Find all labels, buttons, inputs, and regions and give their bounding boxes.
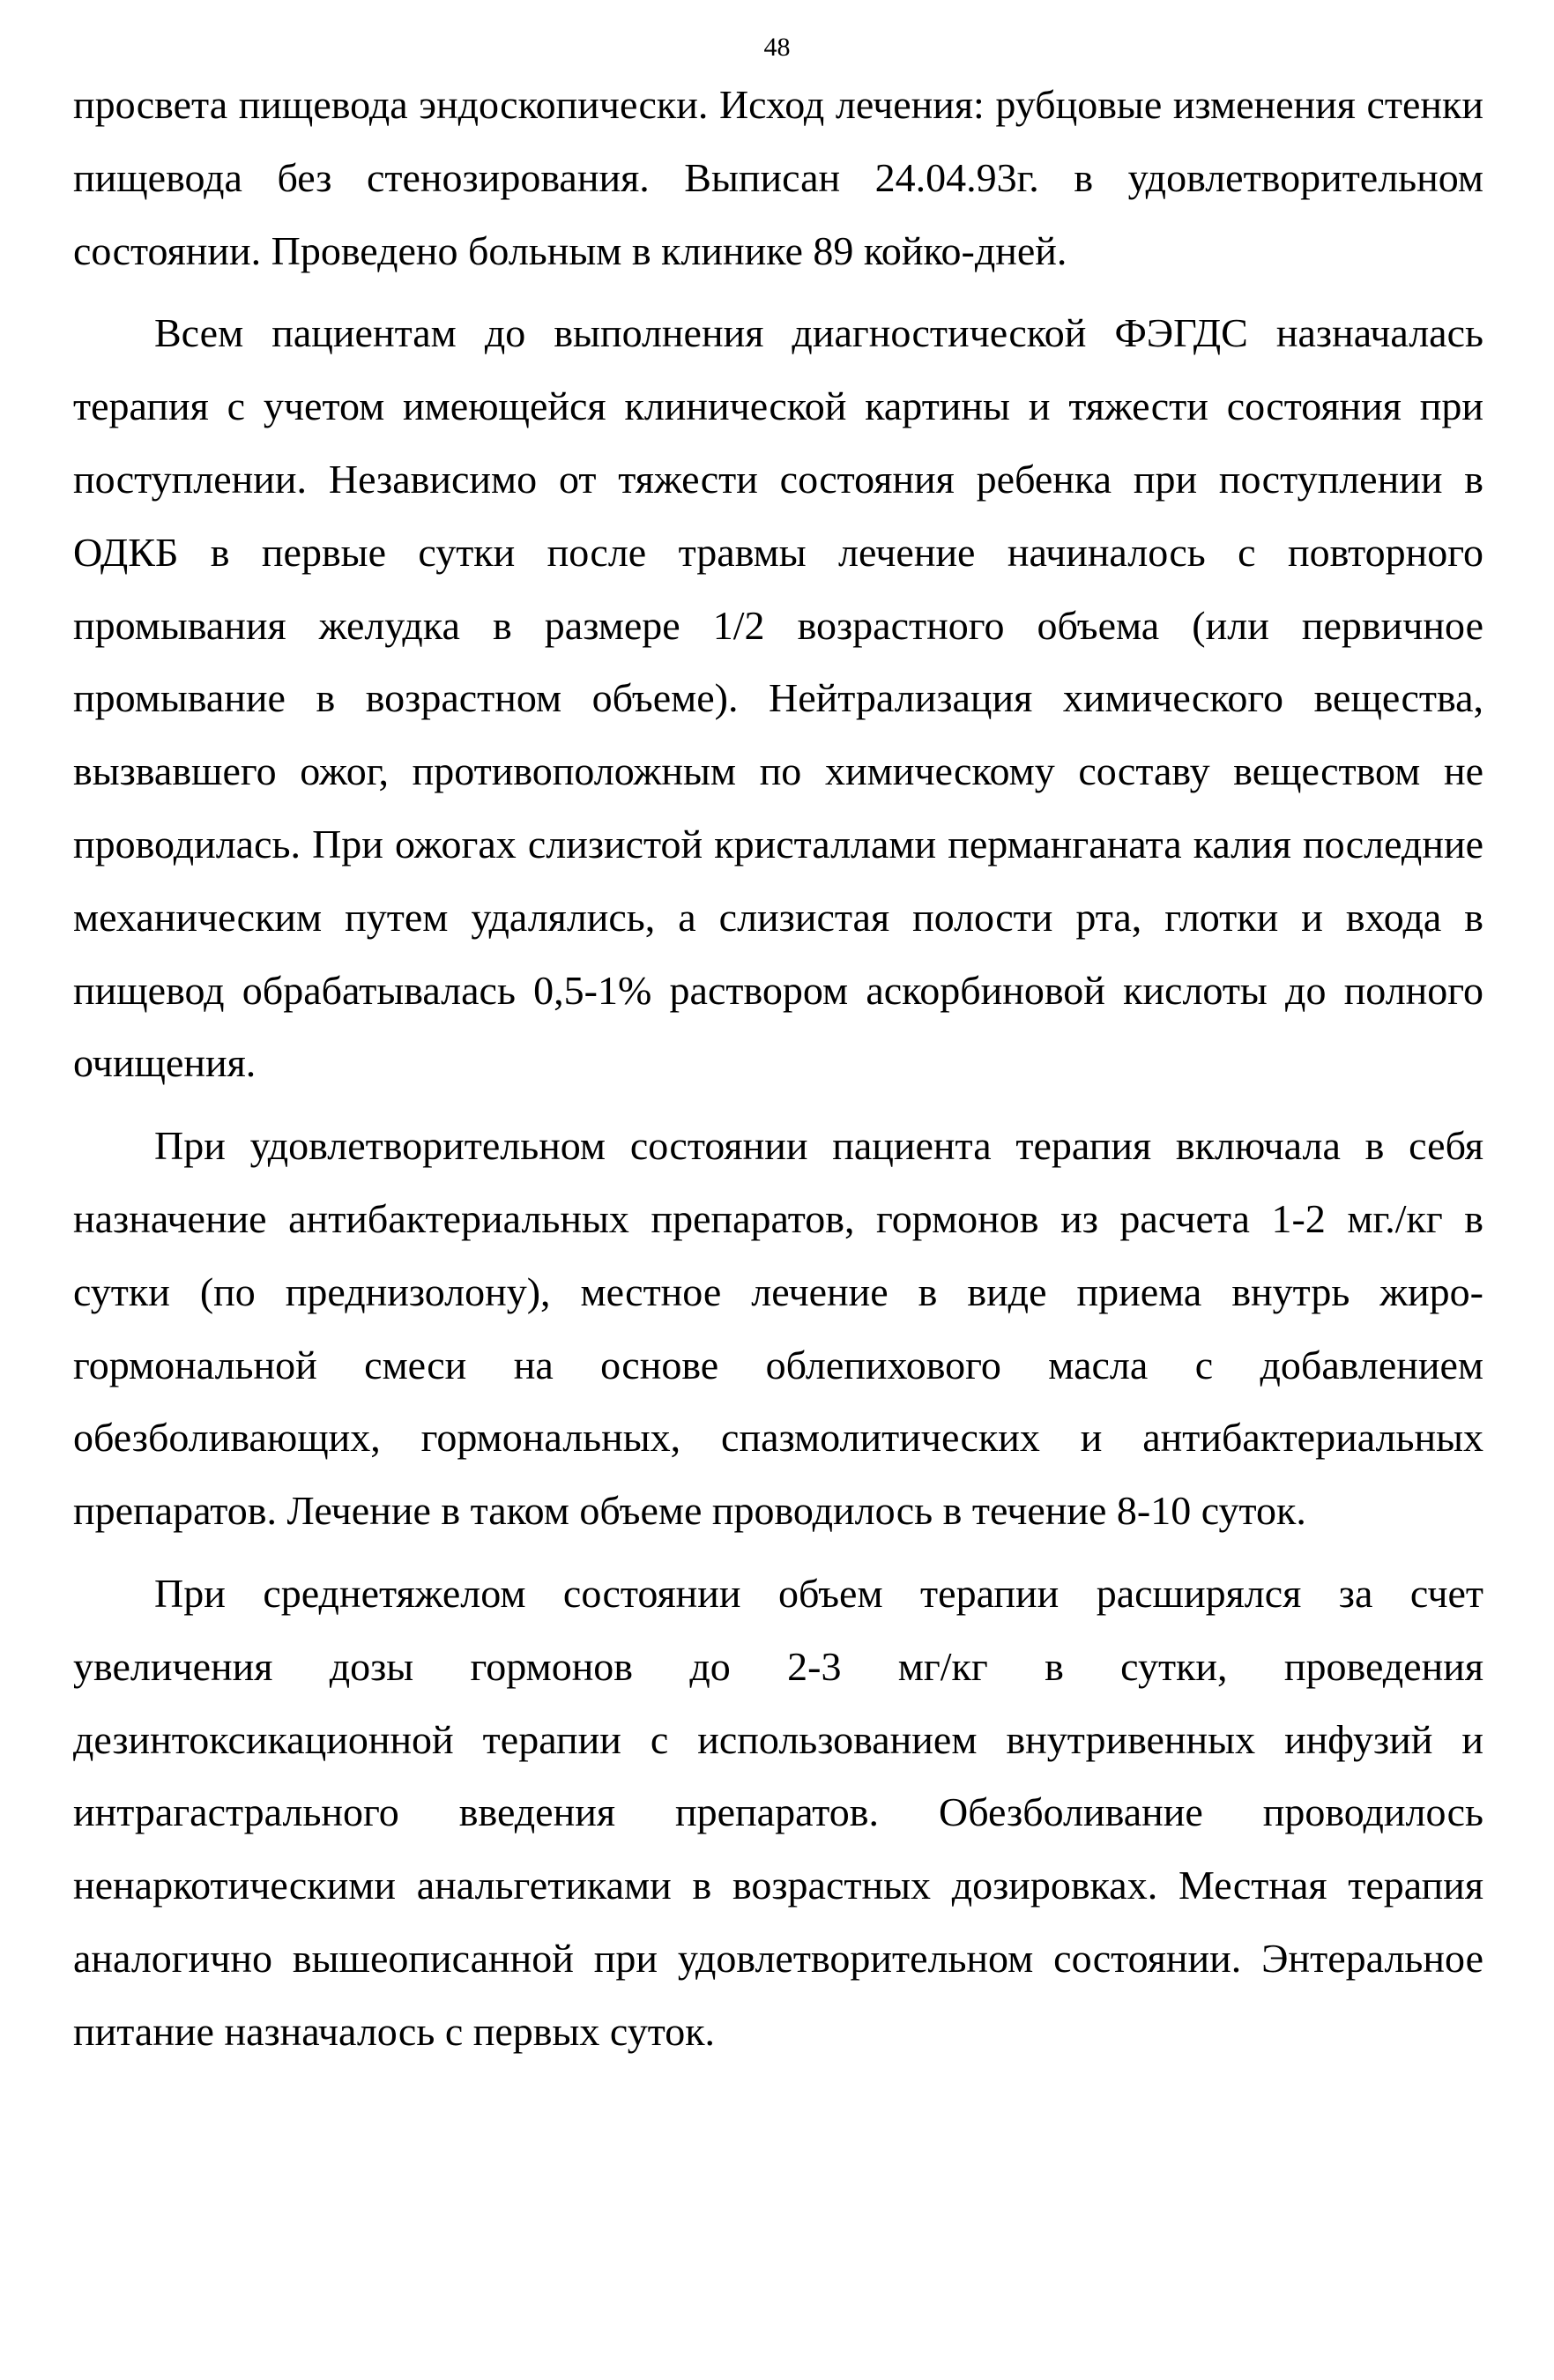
paragraph-moderate-condition: При среднетяжелом состоянии объем терапии расширялся за счет увеличения дозы гормонов до 2-3 мг/кг в сутки, проведения дезинтоксикационной терапии с использованием внутривенных инфузий и интрагастрального введения препаратов. Обезболивание проводилось ненаркотическими анальгетиками в возрастных дозировках. Местная терапия аналогично вышеописанной при удовлетворительном состоянии. Энтеральное питание назначалось с первых суток.: [73, 1570, 1483, 2054]
body-text: [73, 69, 1483, 2079]
page-number: 48: [763, 33, 791, 62]
paragraph-continuation: просвета пищевода эндоскопически. Исход лечения: рубцовые изменения стенки пищевода без стенозирования. Выписан 24.04.93г. в удовлетворительном состоянии. Проведено больным в клинике 89 койко-дней.: [73, 82, 1483, 273]
paragraph-satisfactory-condition: При удовлетворительном состоянии пациента терапия включала в себя назначение антибактериальных препаратов, гормонов из расчета 1-2 мг./кг в сутки (по преднизолону), местное лечение в виде приема внутрь жиро-гормональной смеси на основе облепихового масла с добавлением обезболивающих, гормональных, спазмолитических и антибактериальных препаратов. Лечение в таком объеме проводилось в течение 8-10 суток.: [73, 1123, 1483, 1534]
paragraph-initial-therapy: Всем пациентам до выполнения диагностической ФЭГДС назначалась терапия с учетом имеющейся клинической картины и тяжести состояния при поступлении. Независимо от тяжести состояния ребенка при поступлении в ОДКБ в первые сутки после травмы лечение начиналось с повторного промывания желудка в размере 1/2 возрастного объема (или первичное промывание в возрастном объеме). Нейтрализация химического вещества, вызвавшего ожог, противоположным по химическому составу веществом не проводилась. При ожогах слизистой кристаллами перманганата калия последние механическим путем удалялись, а слизистая полости рта, глотки и входа в пищевод обрабатывалась 0,5-1% раствором аскорбиновой кислоты до полного очищения.: [73, 310, 1483, 1086]
